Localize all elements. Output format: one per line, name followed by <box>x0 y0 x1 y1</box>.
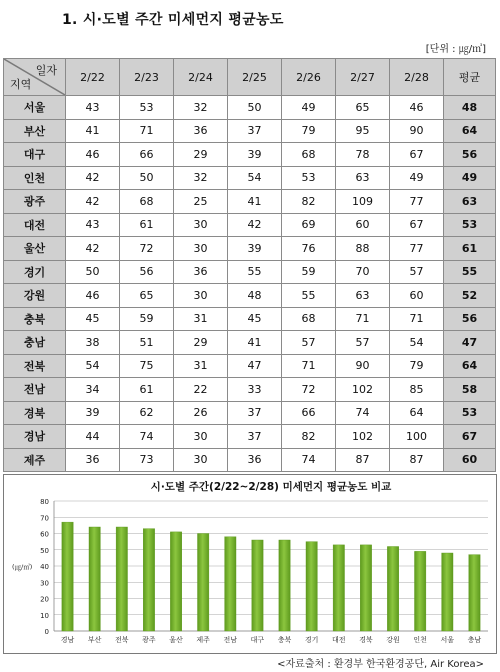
bar <box>279 540 290 631</box>
column-header: 2/26 <box>282 59 336 96</box>
bar <box>442 553 453 631</box>
table-row <box>4 260 496 284</box>
value-cell: 59 <box>282 260 336 284</box>
value-cell: 79 <box>282 119 336 143</box>
y-tick-label: 50 <box>40 546 49 555</box>
region-cell: 강원 <box>4 284 66 308</box>
bar <box>89 527 100 631</box>
corner-region-label: 지역 <box>10 78 32 91</box>
value-cell: 55 <box>228 260 282 284</box>
bar <box>387 547 398 632</box>
x-tick-label: 서울 <box>440 636 455 644</box>
x-tick-label: 대구 <box>250 636 265 644</box>
value-cell: 42 <box>66 237 120 261</box>
value-cell: 29 <box>174 331 228 355</box>
value-cell: 29 <box>174 143 228 167</box>
average-cell: 47 <box>444 331 496 355</box>
average-cell: 64 <box>444 119 496 143</box>
value-cell: 66 <box>120 143 174 167</box>
value-cell: 30 <box>174 425 228 449</box>
value-cell: 54 <box>66 354 120 378</box>
value-cell: 66 <box>282 401 336 425</box>
source-note: <자료출처 : 환경부 한국환경공단, Air Korea> <box>277 659 484 670</box>
value-cell: 57 <box>282 331 336 355</box>
table-body <box>4 96 496 472</box>
average-cell: 56 <box>444 143 496 167</box>
value-cell: 50 <box>228 96 282 120</box>
average-cell: 64 <box>444 354 496 378</box>
value-cell: 48 <box>228 284 282 308</box>
value-cell: 46 <box>66 284 120 308</box>
value-cell: 87 <box>390 448 444 472</box>
region-cell: 광주 <box>4 190 66 214</box>
y-tick-label: 0 <box>44 628 49 636</box>
table-row <box>4 119 496 143</box>
y-tick-label: 60 <box>40 530 49 539</box>
value-cell: 36 <box>66 448 120 472</box>
table-row <box>4 378 496 402</box>
x-tick-label: 경북 <box>359 636 373 644</box>
region-cell: 대전 <box>4 213 66 237</box>
region-cell: 경남 <box>4 425 66 449</box>
value-cell: 42 <box>66 190 120 214</box>
value-cell: 90 <box>390 119 444 143</box>
value-cell: 54 <box>228 166 282 190</box>
value-cell: 30 <box>174 237 228 261</box>
value-cell: 100 <box>390 425 444 449</box>
table-row <box>4 166 496 190</box>
value-cell: 31 <box>174 307 228 331</box>
value-cell: 60 <box>390 284 444 308</box>
table-row <box>4 401 496 425</box>
table-header-row <box>4 59 496 96</box>
bar <box>225 537 236 631</box>
x-tick-label: 경기 <box>304 636 319 644</box>
value-cell: 76 <box>282 237 336 261</box>
x-tick-label: 전북 <box>115 636 129 644</box>
bar <box>306 542 317 631</box>
value-cell: 62 <box>120 401 174 425</box>
value-cell: 71 <box>120 119 174 143</box>
value-cell: 46 <box>66 143 120 167</box>
bar <box>414 551 425 631</box>
value-cell: 50 <box>66 260 120 284</box>
value-cell: 90 <box>336 354 390 378</box>
chart-panel <box>3 474 497 654</box>
bar <box>170 532 181 631</box>
value-cell: 72 <box>282 378 336 402</box>
chart-title: 시·도별 주간(2/22~2/28) 미세먼지 평균농도 비교 <box>150 481 392 493</box>
value-cell: 22 <box>174 378 228 402</box>
unit-label: [단위 : ㎍/㎥] <box>425 44 486 55</box>
value-cell: 45 <box>228 307 282 331</box>
table-row <box>4 284 496 308</box>
average-cell: 48 <box>444 96 496 120</box>
value-cell: 44 <box>66 425 120 449</box>
value-cell: 50 <box>120 166 174 190</box>
average-cell: 58 <box>444 378 496 402</box>
value-cell: 70 <box>336 260 390 284</box>
table-row <box>4 331 496 355</box>
x-tick-label: 경남 <box>60 636 75 644</box>
value-cell: 31 <box>174 354 228 378</box>
value-cell: 61 <box>120 213 174 237</box>
region-cell: 경북 <box>4 401 66 425</box>
value-cell: 56 <box>120 260 174 284</box>
bar <box>333 545 344 631</box>
value-cell: 74 <box>282 448 336 472</box>
value-cell: 45 <box>66 307 120 331</box>
value-cell: 109 <box>336 190 390 214</box>
bar <box>252 540 263 631</box>
average-cell: 53 <box>444 213 496 237</box>
value-cell: 88 <box>336 237 390 261</box>
x-tick-label: 인천 <box>413 636 427 644</box>
value-cell: 79 <box>390 354 444 378</box>
region-cell: 충북 <box>4 307 66 331</box>
value-cell: 54 <box>390 331 444 355</box>
y-axis-label: (㎍/㎥) <box>12 563 33 571</box>
value-cell: 32 <box>174 96 228 120</box>
value-cell: 25 <box>174 190 228 214</box>
average-cell: 52 <box>444 284 496 308</box>
value-cell: 37 <box>228 425 282 449</box>
value-cell: 30 <box>174 284 228 308</box>
average-cell: 60 <box>444 448 496 472</box>
bar <box>116 527 127 631</box>
region-cell: 울산 <box>4 237 66 261</box>
value-cell: 75 <box>120 354 174 378</box>
table-row <box>4 96 496 120</box>
x-tick-label: 전남 <box>223 636 238 644</box>
table-row <box>4 425 496 449</box>
region-cell: 대구 <box>4 143 66 167</box>
value-cell: 30 <box>174 448 228 472</box>
value-cell: 69 <box>282 213 336 237</box>
value-cell: 73 <box>120 448 174 472</box>
region-cell: 충남 <box>4 331 66 355</box>
y-tick-label: 40 <box>40 563 49 571</box>
value-cell: 39 <box>228 143 282 167</box>
bar <box>360 545 371 631</box>
value-cell: 63 <box>336 284 390 308</box>
column-header: 2/28 <box>390 59 444 96</box>
value-cell: 39 <box>66 401 120 425</box>
value-cell: 63 <box>336 166 390 190</box>
pm-table <box>3 58 496 472</box>
value-cell: 49 <box>282 96 336 120</box>
table-row <box>4 354 496 378</box>
value-cell: 74 <box>120 425 174 449</box>
table-row <box>4 190 496 214</box>
table-row <box>4 143 496 167</box>
value-cell: 55 <box>282 284 336 308</box>
y-tick-label: 70 <box>40 514 49 523</box>
value-cell: 61 <box>120 378 174 402</box>
x-tick-label: 부산 <box>87 636 102 644</box>
column-header: 2/24 <box>174 59 228 96</box>
value-cell: 71 <box>336 307 390 331</box>
column-header: 2/22 <box>66 59 120 96</box>
value-cell: 64 <box>390 401 444 425</box>
value-cell: 102 <box>336 378 390 402</box>
value-cell: 60 <box>336 213 390 237</box>
column-header-average: 평균 <box>444 59 496 96</box>
table-row <box>4 307 496 331</box>
value-cell: 77 <box>390 237 444 261</box>
value-cell: 33 <box>228 378 282 402</box>
value-cell: 36 <box>174 119 228 143</box>
column-header: 2/27 <box>336 59 390 96</box>
average-cell: 63 <box>444 190 496 214</box>
value-cell: 42 <box>228 213 282 237</box>
value-cell: 42 <box>66 166 120 190</box>
value-cell: 41 <box>228 190 282 214</box>
x-tick-label: 광주 <box>142 636 156 644</box>
value-cell: 46 <box>390 96 444 120</box>
value-cell: 53 <box>120 96 174 120</box>
average-cell: 67 <box>444 425 496 449</box>
value-cell: 68 <box>282 143 336 167</box>
y-tick-label: 20 <box>40 595 49 604</box>
average-cell: 55 <box>444 260 496 284</box>
value-cell: 53 <box>282 166 336 190</box>
x-tick-label: 울산 <box>169 636 183 644</box>
value-cell: 65 <box>336 96 390 120</box>
value-cell: 71 <box>282 354 336 378</box>
average-cell: 61 <box>444 237 496 261</box>
bar <box>62 522 73 631</box>
value-cell: 39 <box>228 237 282 261</box>
y-tick-label: 10 <box>40 611 49 620</box>
value-cell: 41 <box>228 331 282 355</box>
value-cell: 68 <box>120 190 174 214</box>
column-header: 2/23 <box>120 59 174 96</box>
region-cell: 부산 <box>4 119 66 143</box>
value-cell: 34 <box>66 378 120 402</box>
x-tick-label: 충남 <box>467 636 482 644</box>
value-cell: 82 <box>282 425 336 449</box>
value-cell: 32 <box>174 166 228 190</box>
table-row <box>4 237 496 261</box>
bar <box>197 534 208 632</box>
value-cell: 51 <box>120 331 174 355</box>
value-cell: 47 <box>228 354 282 378</box>
x-tick-label: 충북 <box>277 636 292 644</box>
value-cell: 71 <box>390 307 444 331</box>
average-cell: 56 <box>444 307 496 331</box>
column-header: 2/25 <box>228 59 282 96</box>
y-tick-label: 80 <box>40 498 49 506</box>
value-cell: 85 <box>390 378 444 402</box>
region-cell: 인천 <box>4 166 66 190</box>
value-cell: 77 <box>390 190 444 214</box>
region-cell: 제주 <box>4 448 66 472</box>
corner-date-label: 일자 <box>35 64 57 77</box>
bar <box>143 529 154 631</box>
value-cell: 67 <box>390 213 444 237</box>
value-cell: 49 <box>390 166 444 190</box>
value-cell: 72 <box>120 237 174 261</box>
value-cell: 102 <box>336 425 390 449</box>
x-tick-label: 강원 <box>386 636 400 644</box>
x-tick-label: 대전 <box>332 636 346 644</box>
value-cell: 26 <box>174 401 228 425</box>
region-cell: 경기 <box>4 260 66 284</box>
value-cell: 57 <box>336 331 390 355</box>
value-cell: 41 <box>66 119 120 143</box>
value-cell: 65 <box>120 284 174 308</box>
value-cell: 59 <box>120 307 174 331</box>
page-title: 1. 시·도별 주간 미세먼지 평균농도 <box>62 12 284 28</box>
average-cell: 53 <box>444 401 496 425</box>
average-cell: 49 <box>444 166 496 190</box>
table-row <box>4 213 496 237</box>
value-cell: 37 <box>228 401 282 425</box>
bar-chart <box>4 475 496 653</box>
region-cell: 전북 <box>4 354 66 378</box>
value-cell: 95 <box>336 119 390 143</box>
value-cell: 82 <box>282 190 336 214</box>
table-row <box>4 448 496 472</box>
value-cell: 67 <box>390 143 444 167</box>
value-cell: 43 <box>66 96 120 120</box>
table-corner-cell <box>4 59 66 96</box>
value-cell: 37 <box>228 119 282 143</box>
value-cell: 57 <box>390 260 444 284</box>
region-cell: 서울 <box>4 96 66 120</box>
value-cell: 68 <box>282 307 336 331</box>
value-cell: 87 <box>336 448 390 472</box>
value-cell: 74 <box>336 401 390 425</box>
value-cell: 78 <box>336 143 390 167</box>
value-cell: 38 <box>66 331 120 355</box>
value-cell: 36 <box>174 260 228 284</box>
value-cell: 30 <box>174 213 228 237</box>
value-cell: 43 <box>66 213 120 237</box>
y-tick-label: 30 <box>40 579 49 588</box>
x-tick-label: 제주 <box>196 636 210 644</box>
bar <box>469 555 480 631</box>
value-cell: 36 <box>228 448 282 472</box>
region-cell: 전남 <box>4 378 66 402</box>
